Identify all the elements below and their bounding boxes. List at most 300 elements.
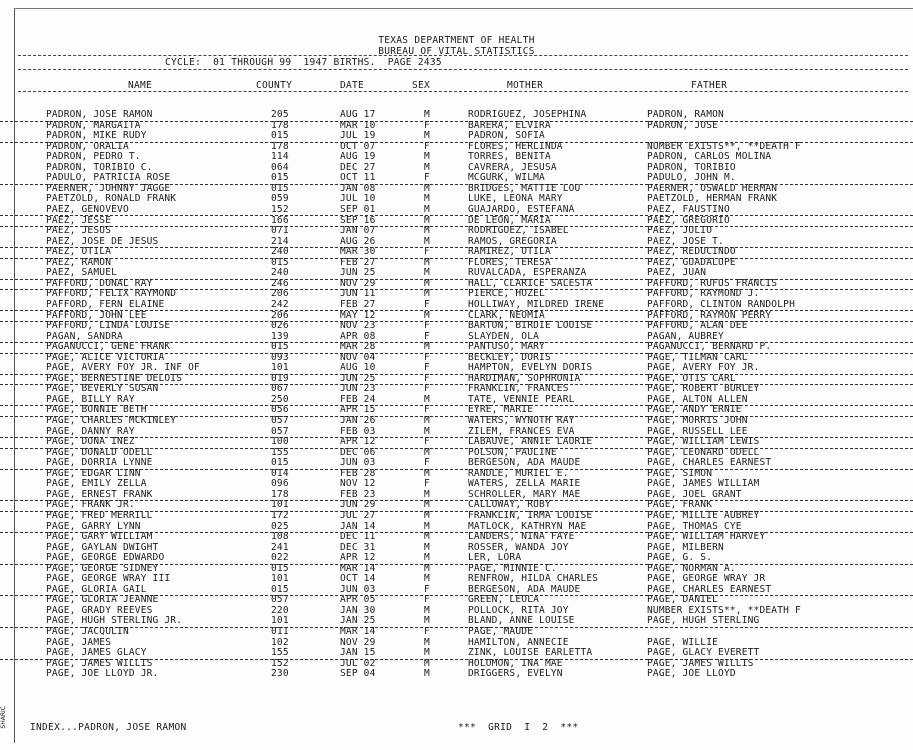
record-sex: M — [424, 130, 430, 142]
record-date: APR 12 — [340, 552, 376, 564]
record-date: NOV 23 — [340, 320, 376, 331]
record-father: NUMBER EXISTS**, **DEATH F — [647, 604, 801, 616]
record-county: 057 — [271, 415, 289, 426]
record-mother: MATLOCK, KATHRYN MAE — [468, 520, 587, 532]
record-date: JUL 27 — [340, 509, 376, 521]
record-name: PADRON, JOSE RAMON — [46, 109, 153, 120]
record-name: PAGE, BEVERLY SUSAN — [46, 383, 159, 395]
record-name: PAEZ, JESUS — [46, 225, 112, 237]
record-father: PAGE, JAMES WILLIS — [647, 657, 754, 669]
record-date: APR 15 — [340, 404, 376, 416]
record-sex: F — [424, 351, 430, 363]
record-mother: WATERS, ZELLA MARIE — [468, 478, 581, 490]
record-sex: F — [424, 478, 430, 490]
record-date: MAR 14 — [340, 626, 376, 637]
record-name: PADRON, MARGAITA — [46, 119, 141, 131]
scanner-stamp: SHARIC — [0, 706, 7, 729]
record-mother: EYRE, MARIE — [468, 404, 534, 416]
record-sex: M — [424, 161, 430, 173]
record-name: PAEZ, GENOVEVO — [46, 203, 129, 215]
record-name: PAGE, ALICE VICTORIA — [46, 351, 165, 363]
record-sex: F — [424, 594, 430, 606]
record-county: 059 — [271, 193, 289, 205]
record-county: 101 — [271, 499, 289, 511]
record-name: PAFFORD, DONAL RAY — [46, 277, 153, 289]
record-father: PAGE, MILBERN — [647, 541, 724, 553]
record-father: PAGE, RUSSELL LEE — [647, 425, 748, 437]
record-father: PAGE, JAMES WILLIAM — [647, 478, 760, 490]
record-date: NOV 12 — [340, 478, 376, 490]
record-sex: M — [424, 203, 430, 215]
record-name: PAGE, GRADY REEVES — [46, 604, 153, 616]
record-sex: M — [424, 499, 430, 511]
record-mother: BRIDGES, MATTIE LOU — [468, 182, 581, 194]
record-name: PAGE, DANNY RAY — [46, 425, 135, 437]
record-mother: HARDIMAN, SOPHRONIA — [468, 372, 581, 384]
record-sex: M — [424, 552, 430, 564]
record-county: 057 — [271, 594, 289, 606]
record-county: 155 — [271, 647, 289, 659]
record-sex: M — [424, 531, 430, 542]
record-name: PAGE, DONALD ODELL — [46, 446, 153, 458]
record-name: PADRON, TORIBIO C. — [46, 161, 153, 173]
record-mother: DE LEON, MARIA — [468, 214, 551, 226]
record-name: PADRON, PEDRO T. — [46, 151, 141, 163]
grid-footer: *** GRID I 2 *** — [458, 722, 579, 733]
record-county: 155 — [271, 446, 289, 458]
record-sex: F — [424, 320, 430, 331]
record-county: 101 — [271, 615, 289, 627]
record-county: 102 — [271, 636, 289, 648]
record-name: PADULO, PATRICIA ROSE — [46, 172, 171, 184]
record-mother: RODRIGUEZ, JOSEPHINA — [468, 109, 587, 120]
record-mother: LUKE, LEONA MARY — [468, 193, 563, 205]
table-row — [0, 627, 913, 638]
record-date: MAR 10 — [340, 119, 376, 131]
record-name: PAEZ, SAMUEL — [46, 267, 118, 279]
record-name: PAGE, JAMES — [46, 636, 112, 648]
record-county: 019 — [271, 372, 289, 384]
record-date: JUN 29 — [340, 499, 376, 511]
record-name: PAGE, FRED MERRILL — [46, 509, 153, 521]
record-name: PAFFORD, FERN ELAINE — [46, 298, 165, 310]
record-sex: F — [424, 583, 430, 595]
record-county: 011 — [271, 626, 289, 637]
record-county: 015 — [271, 182, 289, 194]
record-county: 242 — [271, 298, 289, 310]
record-date: OCT 07 — [340, 140, 376, 152]
record-date: AUG 26 — [340, 235, 376, 247]
record-mother: PAGE, MINNIE C. — [468, 562, 557, 574]
record-sex: M — [424, 151, 430, 163]
record-name: PADRON, MIKE RUDY — [46, 130, 147, 142]
record-father: PAEZ, REDUCINDO — [647, 246, 736, 258]
record-sex: M — [424, 109, 430, 120]
record-sex: M — [424, 256, 430, 268]
agency-title: TEXAS DEPARTMENT OF HEALTH — [378, 35, 535, 46]
table-row — [0, 669, 913, 680]
record-sex: M — [424, 509, 430, 521]
record-date: JUN 03 — [340, 457, 376, 469]
record-name: PADRON, ORALIA — [46, 140, 129, 152]
record-father: PAGE, SIMON — [647, 467, 713, 479]
record-sex: M — [424, 415, 430, 426]
record-sex: M — [424, 647, 430, 659]
record-name: PAGE, EDGAR LINN — [46, 467, 141, 479]
record-father: PAEZ, FAUSTINO — [647, 203, 730, 215]
record-date: AUG 17 — [340, 109, 376, 120]
record-county: 250 — [271, 393, 289, 405]
record-name: PAFFORD, FELIX RAYMOND — [46, 288, 177, 300]
record-name: PAGANUCCI, GENE FRANK — [46, 341, 171, 353]
record-mother: POLSON, PAULINE — [468, 446, 557, 458]
record-name: PAFFORD, JOHN LEE — [46, 309, 147, 321]
record-county: 178 — [271, 488, 289, 500]
record-county: 015 — [271, 583, 289, 595]
record-county: 206 — [271, 288, 289, 300]
index-footer: INDEX...PADRON, JOSE RAMON — [30, 722, 187, 733]
record-father: PAGE, MORRIS JOHN — [647, 415, 748, 426]
record-father: PAGE, ANDY ERNIE — [647, 404, 742, 416]
record-county: 026 — [271, 320, 289, 331]
record-sex: M — [424, 604, 430, 616]
record-father: PAGE, ALTON ALLEN — [647, 393, 748, 405]
record-father: PAGE, OTIS CARL — [647, 372, 736, 384]
record-father: PAFFORD, RUFUS FRANCIS — [647, 277, 778, 289]
record-father: PAGE, GEORGE WRAY JR — [647, 573, 766, 585]
record-father: PAGANUCCI, BERNARD P. — [647, 341, 772, 353]
record-date: FEB 24 — [340, 393, 376, 405]
record-mother: BERGESON, ADA MAUDE — [468, 457, 581, 469]
record-sex: F — [424, 383, 430, 395]
record-mother: SLAYDEN, OLA — [468, 330, 540, 342]
record-county: 220 — [271, 604, 289, 616]
record-name: PAGE, GARY WILLIAM — [46, 531, 153, 542]
record-date: FEB 03 — [340, 425, 376, 437]
record-mother: TATE, VENNIE PEARL — [468, 393, 575, 405]
record-father: PAEZ, GUADALUPE — [647, 256, 736, 268]
record-county: 206 — [271, 309, 289, 321]
record-sex: M — [424, 309, 430, 321]
record-date: FEB 27 — [340, 256, 376, 268]
record-county: 166 — [271, 214, 289, 226]
record-father: PAGE, CHARLES EARNEST — [647, 457, 772, 469]
record-mother: DRIGGERS, EVELYN — [468, 668, 563, 680]
record-date: FEB 27 — [340, 298, 376, 310]
record-father: PAGE, HUGH STERLING — [647, 615, 760, 627]
record-father: PAGE, WILLIAM HARVEY — [647, 531, 766, 542]
record-name: PAFFORD, LINDA LOUISE — [46, 320, 171, 331]
record-county: 230 — [271, 668, 289, 680]
record-date: JAN 14 — [340, 520, 376, 532]
record-mother: BARERA, ELVIRA — [468, 119, 551, 131]
record-county: 139 — [271, 330, 289, 342]
table-row — [0, 384, 913, 395]
record-father: PAEZ, JUAN — [647, 267, 707, 279]
record-sex: M — [424, 288, 430, 300]
record-date: OCT 14 — [340, 573, 376, 585]
record-date: APR 05 — [340, 594, 376, 606]
record-sex: M — [424, 541, 430, 553]
record-name: PAGE, GEORGE SIDNEY — [46, 562, 159, 574]
record-mother: ZINK, LOUISE EARLETTA — [468, 647, 593, 659]
record-county: 096 — [271, 478, 289, 490]
record-county: 241 — [271, 541, 289, 553]
record-date: DEC 27 — [340, 161, 376, 173]
record-mother: PIERCE, HOZEL — [468, 288, 545, 300]
record-sex: F — [424, 436, 430, 448]
record-county: 100 — [271, 436, 289, 448]
record-sex: M — [424, 393, 430, 405]
record-date: AUG 10 — [340, 362, 376, 374]
record-father: PAETZOLD, HERMAN FRANK — [647, 193, 778, 205]
record-father: PAGE, NORMAN A. — [647, 562, 736, 574]
record-mother: RAMOS, GREGORIA — [468, 235, 557, 247]
record-mother: HALL, CLARICE SALESTA — [468, 277, 593, 289]
record-mother: LABAUVE, ANNIE LAURIE — [468, 436, 593, 448]
record-date: MAR 14 — [340, 562, 376, 574]
record-date: JUL 02 — [340, 657, 376, 669]
record-county: 172 — [271, 509, 289, 521]
record-date: APR 08 — [340, 330, 376, 342]
column-header-sex: SEX — [412, 80, 431, 91]
record-name: PAGE, JOE LLOYD JR. — [46, 668, 159, 680]
record-sex: M — [424, 225, 430, 237]
record-sex: M — [424, 520, 430, 532]
record-date: DEC 06 — [340, 446, 376, 458]
record-mother: RODRIGUEZ, ISABEL — [468, 225, 569, 237]
record-sex: M — [424, 573, 430, 585]
record-date: JAN 15 — [340, 647, 376, 659]
record-father: PAFFORD, ALAN DEE — [647, 320, 748, 331]
record-county: 015 — [271, 457, 289, 469]
record-mother: FRANKLIN, IRMA LOUISE — [468, 509, 593, 521]
record-sex: M — [424, 341, 430, 353]
record-name: PAEZ, OTILA — [46, 246, 112, 258]
record-date: SEP 01 — [340, 203, 376, 215]
record-father: PAGE, WILLIE — [647, 636, 719, 648]
record-date: JUN 25 — [340, 372, 376, 384]
record-date: JAN 30 — [340, 604, 376, 616]
record-father: PAGE, GLACY EVERETT — [647, 647, 760, 659]
record-father: PAGE, DANIEL — [647, 594, 719, 606]
record-mother: PAGE, MAUDE — [468, 626, 534, 637]
record-mother: MCGURK, WILMA — [468, 172, 545, 184]
record-sex: M — [424, 636, 430, 648]
record-mother: HAMILTON, ANNECIE — [468, 636, 569, 648]
record-sex: F — [424, 330, 430, 342]
record-date: APR 12 — [340, 436, 376, 448]
record-name: PAEZ, JESSE — [46, 214, 112, 226]
record-father: NUMBER EXISTS**, **DEATH F — [647, 140, 801, 152]
record-sex: F — [424, 362, 430, 374]
record-sex: F — [424, 404, 430, 416]
table-row — [0, 321, 913, 332]
record-father: PAGE, JOEL GRANT — [647, 488, 742, 500]
record-mother: GUAJARDO, ESTEFANA — [468, 203, 575, 215]
record-father: PADRON, CARLOS MOLINA — [647, 151, 772, 163]
record-date: NOV 29 — [340, 277, 376, 289]
record-sex: F — [424, 246, 430, 258]
record-county: 015 — [271, 256, 289, 268]
record-name: PAGE, BONNIE BETH — [46, 404, 147, 416]
record-name: PAGE, FRANK JR. — [46, 499, 135, 511]
record-name: PAGE, GEORGE WRAY III — [46, 573, 171, 585]
record-sex: M — [424, 182, 430, 194]
record-sex: M — [424, 657, 430, 669]
record-sex: M — [424, 214, 430, 226]
record-county: 114 — [271, 151, 289, 163]
record-mother: ROSSER, WANDA JOY — [468, 541, 569, 553]
record-sex: M — [424, 467, 430, 479]
record-sex: F — [424, 457, 430, 469]
record-mother: CLARK, NEOMIA — [468, 309, 545, 321]
record-name: PAGE, JAMES WILLIS — [46, 657, 153, 669]
record-county: 178 — [271, 119, 289, 131]
record-name: PAGE, HUGH STERLING JR. — [46, 615, 183, 627]
record-county: 101 — [271, 573, 289, 585]
record-sex: F — [424, 372, 430, 384]
record-father: PAEZ, JULIO — [647, 225, 713, 237]
table-row — [0, 258, 913, 269]
record-county: 064 — [271, 161, 289, 173]
record-date: OCT 11 — [340, 172, 376, 184]
column-header-date: DATE — [340, 80, 365, 91]
record-sex: M — [424, 615, 430, 627]
record-mother: GREEN, LEOLA — [468, 594, 540, 606]
record-father: PAGE, JOE LLOYD — [647, 668, 736, 680]
column-header-name: NAME — [128, 80, 153, 91]
column-header-county: COUNTY — [256, 80, 293, 91]
bureau-title: BUREAU OF VITAL STATISTICS — [378, 46, 535, 57]
record-date: SEP 16 — [340, 214, 376, 226]
record-date: JUN 25 — [340, 267, 376, 279]
record-county: 015 — [271, 130, 289, 142]
record-sex: F — [424, 172, 430, 184]
record-county: 240 — [271, 246, 289, 258]
record-sex: M — [424, 277, 430, 289]
record-mother: BECKLEY, DORIS — [468, 351, 551, 363]
record-father: PADULO, JOHN M. — [647, 172, 736, 184]
record-mother: BLAND, ANNE LOUISE — [468, 615, 575, 627]
record-sex: M — [424, 446, 430, 458]
record-county: 246 — [271, 277, 289, 289]
table-row — [0, 194, 913, 205]
record-date: AUG 19 — [340, 151, 376, 163]
record-date: JUN 03 — [340, 583, 376, 595]
record-name: PAGE, JACQULIN — [46, 626, 129, 637]
record-name: PAGAN, SANDRA — [46, 330, 123, 342]
record-father: PAGAN, AUBREY — [647, 330, 724, 342]
record-county: 205 — [271, 109, 289, 120]
record-father: PADRON, RAMON — [647, 109, 724, 120]
record-father: PAGE, FRANK — [647, 499, 713, 511]
record-father: PAGE, AVERY FOY JR. — [647, 362, 760, 374]
record-name: PAGE, GLORIA JEANNE — [46, 594, 159, 606]
record-mother: LER, LORA — [468, 552, 522, 564]
record-date: FEB 23 — [340, 488, 376, 500]
record-mother: RUVALCADA, ESPERANZA — [468, 267, 587, 279]
record-mother: CAVRERA, JESUSA — [468, 161, 557, 173]
record-mother: WATERS, WYNOTH RAY — [468, 415, 575, 426]
record-mother: HAMPTON, EVELYN DORIS — [468, 362, 593, 374]
record-county: 014 — [271, 467, 289, 479]
record-sex: F — [424, 140, 430, 152]
record-county: 240 — [271, 267, 289, 279]
record-name: PAGE, ERNEST FRANK — [46, 488, 153, 500]
record-name: PAGE, GARRY LYNN — [46, 520, 141, 532]
record-county: 022 — [271, 552, 289, 564]
record-father: PAEZ, GREGORIO — [647, 214, 730, 226]
record-father: PADRON, TORIBIO — [647, 161, 736, 173]
record-father: PAGE, G. S. — [647, 552, 713, 564]
record-date: JAN 25 — [340, 615, 376, 627]
record-mother: LANDERS, NINA FAYE — [468, 531, 575, 542]
record-sex: M — [424, 267, 430, 279]
cycle-line: CYCLE: 01 THROUGH 99 1947 BIRTHS. PAGE 2435 — [165, 57, 442, 68]
record-name: PAGE, GAYLAN DWIGHT — [46, 541, 159, 553]
record-date: DEC 11 — [340, 531, 376, 542]
record-name: PAGE, GEORGE EDWARDO — [46, 552, 165, 564]
record-county: 015 — [271, 562, 289, 574]
table-row — [0, 511, 913, 522]
record-name: PAGE, DORRIA LYNNE — [46, 457, 153, 469]
record-name: PAGE, JAMES GLACY — [46, 647, 147, 659]
record-date: JAN 26 — [340, 415, 376, 426]
record-date: MAY 12 — [340, 309, 376, 321]
record-mother: RANDLE, MURIEL E. — [468, 467, 569, 479]
record-name: PAGE, AVERY FOY JR. INF OF — [46, 362, 200, 374]
record-date: MAR 28 — [340, 341, 376, 353]
record-mother: BERGESON, ADA MAUDE — [468, 583, 581, 595]
record-date: NOV 29 — [340, 636, 376, 648]
record-name: PAGE, EMILY ZELLA — [46, 478, 147, 490]
record-mother: FLORES, HERLINDA — [468, 140, 563, 152]
record-father: PAERNER, OSWALD HERMAN — [647, 182, 778, 194]
record-sex: M — [424, 562, 430, 574]
record-father: PAGE, THOMAS CYE — [647, 520, 742, 532]
record-county: 067 — [271, 383, 289, 395]
record-father: PAGE, ROBERT BURLEY — [647, 383, 760, 395]
record-mother: RAMIREZ, OTILA — [468, 246, 551, 258]
record-name: PAGE, BILLY RAY — [46, 393, 135, 405]
record-mother: HOLLIWAY, MILDRED IRENE — [468, 298, 605, 310]
column-header-mother: MOTHER — [507, 80, 544, 91]
record-mother: BARTON, BIRDIE LOUISE — [468, 320, 593, 331]
table-row — [0, 532, 913, 543]
record-name: PAERNER, JOHNNY JAGGE — [46, 182, 171, 194]
record-name: PAGE, DONA INEZ — [46, 436, 135, 448]
record-county: 025 — [271, 520, 289, 532]
record-mother: CALLOWAY, RUBY — [468, 499, 551, 511]
record-county: 152 — [271, 657, 289, 669]
record-father: PAGE, WILLIAM LEWIS — [647, 436, 760, 448]
record-father: PAGE, MILLIE AUBREY — [647, 509, 760, 521]
record-mother: SCHROLLER, MARY MAE — [468, 488, 581, 500]
record-date: JAN 08 — [340, 182, 376, 194]
record-county: 071 — [271, 225, 289, 237]
table-row — [0, 416, 913, 427]
record-mother: FRANKLIN, FRANCES — [468, 383, 569, 395]
record-date: JAN 07 — [340, 225, 376, 237]
record-sex: F — [424, 119, 430, 131]
record-name: PAETZOLD, RONALD FRANK — [46, 193, 177, 205]
record-mother: PADRON, SOFIA — [468, 130, 545, 142]
record-mother: ZILEM, FRANCES EVA — [468, 425, 575, 437]
record-father: PAEZ, JOSE T. — [647, 235, 724, 247]
record-county: 015 — [271, 172, 289, 184]
record-county: 101 — [271, 362, 289, 374]
